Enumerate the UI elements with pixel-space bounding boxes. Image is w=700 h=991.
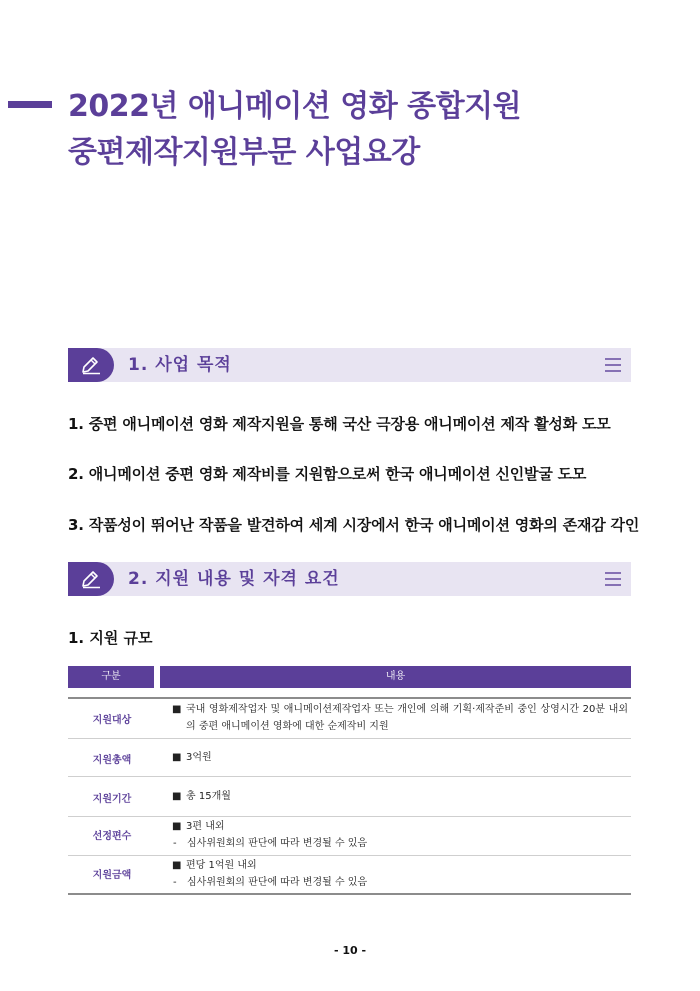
dash-mark: - (173, 877, 177, 888)
table-bottom-rule (68, 893, 631, 895)
table-row-category: 지원금액 (92, 870, 132, 881)
table-row-divider (68, 776, 631, 777)
row-text: 편당 1억원 내외 (186, 860, 257, 871)
table-row-divider (68, 855, 631, 856)
bullet-mark: ■ (172, 791, 182, 802)
table-header-content: 내용 (160, 666, 631, 688)
row-text: 3편 내외 (186, 821, 225, 832)
support-scale-heading: 1. 지원 규모 (68, 629, 153, 647)
row-note: 심사위원회의 판단에 따라 변경될 수 있음 (187, 838, 368, 849)
table-row-content (172, 749, 628, 766)
pencil-icon (68, 348, 114, 382)
dash-mark: - (173, 838, 177, 849)
menu-icon (605, 571, 621, 587)
table-row-category: 지원총액 (92, 755, 132, 766)
section-title: 2. 지원 내용 및 자격 요건 (128, 569, 340, 589)
table-header-category: 구분 (68, 666, 154, 688)
table-row-divider (68, 738, 631, 739)
table-row-category: 지원기간 (92, 794, 132, 805)
table-row-content (172, 788, 628, 805)
page-number: - 10 - (333, 944, 367, 957)
table-row-content (172, 857, 628, 891)
table-row-category: 지원대상 (92, 715, 132, 726)
row-note: 심사위원회의 판단에 따라 변경될 수 있음 (187, 877, 368, 888)
bullet-mark: ■ (172, 860, 182, 871)
page-title-line-1: 2022년 애니메이션 영화 종합지원 (68, 89, 522, 124)
row-text: 3억원 (186, 752, 212, 763)
table-row-content (172, 818, 628, 852)
menu-icon (605, 357, 621, 373)
table-row-divider (68, 816, 631, 817)
row-text: 총 15개월 (186, 791, 231, 802)
table-row-category: 선정편수 (92, 831, 132, 842)
bullet-mark: ■ (172, 752, 182, 763)
title-accent-bar (8, 101, 52, 108)
page-title (68, 84, 521, 176)
purpose-item: 3. 작품성이 뛰어난 작품을 발견하여 세계 시장에서 한국 애니메이션 영화의 존재감 각인 (68, 516, 640, 534)
section-header-purpose (68, 348, 631, 382)
table-row-content (172, 701, 628, 735)
section-title: 1. 사업 목적 (128, 355, 232, 375)
page-title-line-2: 중편제작지원부문 사업요강 (68, 135, 420, 170)
bullet-mark: ■ (172, 704, 182, 715)
purpose-item: 1. 중편 애니메이션 영화 제작지원을 통해 국산 극장용 애니메이션 제작 활성화 도모 (68, 415, 611, 433)
section-header-support (68, 562, 631, 596)
bullet-mark: ■ (172, 821, 182, 832)
pencil-icon (68, 562, 114, 596)
table-top-rule (68, 697, 631, 699)
row-text: 국내 영화제작업자 및 애니메이션제작업자 또는 개인에 의해 기획·제작준비 중인 상영시간 20분 내외의 중편 애니메이션 영화에 대한 순제작비 지원 (186, 704, 628, 732)
purpose-item: 2. 애니메이션 중편 영화 제작비를 지원함으로써 한국 애니메이션 신인발굴 도모 (68, 465, 587, 483)
